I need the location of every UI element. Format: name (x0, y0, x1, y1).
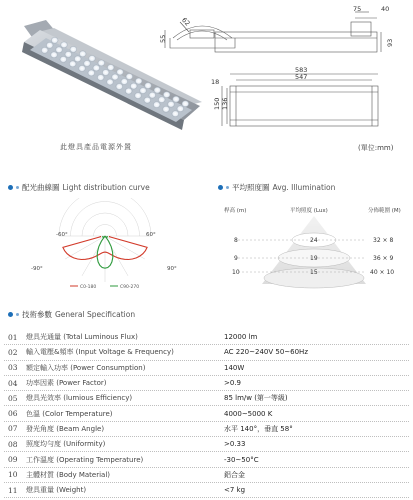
led-lens (126, 73, 133, 79)
light-curve-title-en: Light distribution curve (62, 183, 150, 192)
col-height-label: 桿高 (m) (224, 208, 247, 214)
led-lens (51, 37, 58, 43)
spec-row-label: 輸入電壓&頻率 (Input Voltage & Frequency) (26, 348, 174, 357)
height-row-2: 9 (234, 255, 238, 262)
bullet-icon (16, 186, 19, 189)
spec-row-value: 12000 lm (224, 333, 258, 342)
led-lens (98, 60, 105, 66)
bullet-icon (8, 312, 13, 317)
spec-row-number: 07 (8, 424, 18, 434)
spec-row-value: >0.33 (224, 440, 246, 449)
led-lens (69, 61, 76, 67)
led-lens (46, 42, 53, 48)
lux-row-2: 19 (310, 255, 318, 262)
led-lens (106, 79, 113, 85)
led-lens (144, 97, 151, 103)
col-lux-label: 平均照度 (Lux) (290, 208, 328, 214)
led-lens (65, 51, 72, 57)
led-lens (116, 69, 123, 75)
lux-row-3: 15 (310, 269, 318, 276)
spec-row-value: AC 220~240V 50~60Hz (224, 348, 308, 357)
led-lens (116, 83, 123, 89)
dim-150-label: 150 (213, 97, 221, 110)
spec-row-label: 照度均勻度 (Uniformity) (26, 440, 106, 449)
polar-ring (59, 198, 151, 236)
unit-note: (單位:mm) (358, 144, 394, 152)
dim-136-label: 136 (221, 97, 229, 110)
spec-row-number: 06 (8, 409, 18, 419)
led-lens (135, 78, 142, 84)
range-row-1: 32 × 8 (373, 237, 394, 244)
spec-row-value: <7 kg (224, 486, 246, 495)
spec-row-value: 4000~5000 K (224, 409, 273, 418)
dim-93-label: 93 (386, 38, 394, 47)
spec-row-number: 08 (8, 439, 18, 449)
light-distribution-chart (30, 198, 180, 293)
spec-row (4, 468, 409, 483)
led-lens (41, 47, 48, 53)
spec-row (4, 422, 409, 437)
spec-row-label: 發光角度 (Beam Angle) (26, 424, 105, 433)
spec-row (4, 345, 409, 360)
illumination-heading (218, 182, 335, 193)
legend-label-b: C90-270 (120, 285, 140, 290)
angle-label-90: 90° (167, 266, 177, 272)
led-lens (139, 87, 146, 93)
photo-caption: 此燈具產品電源外置 (60, 143, 132, 151)
dimension-drawings (155, 4, 410, 139)
illumination-diagram (218, 200, 410, 300)
spec-row-number: 10 (8, 470, 18, 480)
spec-row-number: 03 (8, 363, 18, 373)
spec-row-value: >0.9 (224, 379, 241, 388)
spec-row-value: 140W (224, 363, 245, 372)
spec-row-value: 鋁合金 (224, 470, 245, 479)
illumination-title-en: Avg. Illumination (272, 183, 336, 192)
height-row-3: 10 (232, 269, 240, 276)
spec-row (4, 330, 409, 345)
dim-18-label: 18 (211, 78, 220, 86)
spec-row-value: 85 lm/w (第一等級) (224, 394, 288, 403)
spec-row (4, 376, 409, 391)
spec-row-label: 主體材質 (Body Material) (26, 470, 111, 479)
range-row-2: 36 × 9 (373, 255, 394, 262)
angle-label-60: 60° (146, 232, 156, 238)
spec-row (4, 406, 409, 421)
height-row-1: 8 (234, 237, 238, 244)
spec-title-en: General Specification (55, 310, 136, 319)
spec-row (4, 437, 409, 452)
spec-row-label: 額定輸入功率 (Power Consumption) (26, 363, 146, 372)
light-curve-title-cn: 配光曲線圖 (22, 183, 60, 192)
spec-row-number: 09 (8, 455, 18, 465)
polar-ring (94, 225, 117, 237)
led-lens (111, 74, 118, 80)
spec-title-cn: 技術參數 (22, 310, 52, 319)
polar-ring (71, 202, 140, 236)
led-lens (107, 64, 114, 70)
spec-row (4, 361, 409, 376)
spec-row-label: 燈具光通量 (Total Luminous Flux) (26, 333, 138, 342)
bullet-icon (226, 186, 229, 189)
angle-label-neg90: -90° (31, 266, 43, 272)
led-lens (79, 51, 86, 57)
led-lens (102, 69, 109, 75)
led-lens (88, 70, 95, 76)
led-lens (130, 83, 137, 89)
spec-row-label: 色溫 (Color Temperature) (26, 409, 113, 418)
led-lens (134, 92, 141, 98)
range-row-3: 40 × 10 (370, 269, 395, 276)
spec-row-number: 02 (8, 347, 18, 357)
bullet-icon (16, 313, 19, 316)
led-lens (74, 56, 81, 62)
dim-547-label: 547 (295, 73, 308, 81)
led-lens (83, 60, 90, 66)
led-lens (93, 65, 100, 71)
led-lens (70, 46, 77, 52)
spec-table (4, 330, 409, 498)
spec-row-value: -30~50°C (224, 455, 259, 464)
led-lens (60, 56, 67, 62)
spec-row (4, 452, 409, 467)
dim-40-label: 40 (381, 5, 390, 13)
light-curve-heading (8, 182, 150, 193)
spec-row-label: 燈具重量 (Weight) (26, 486, 87, 495)
led-lens (144, 82, 151, 88)
spec-row (4, 391, 409, 406)
led-lens (60, 42, 67, 48)
spec-row-label: 燈具光效率 (lumious Efficiency) (26, 394, 133, 403)
spec-row-label: 工作溫度 (Operating Temperature) (26, 455, 144, 464)
spec-heading (8, 309, 135, 320)
illumination-title-cn: 平均照度圖 (232, 183, 270, 192)
legend-label-a: C0-180 (80, 285, 97, 290)
spec-row-number: 05 (8, 393, 18, 403)
spec-row-value: 水平 140°，垂直 58° (224, 424, 293, 433)
spec-row-number: 04 (8, 378, 18, 388)
lux-row-1: 24 (310, 237, 318, 244)
bullet-icon (218, 185, 223, 190)
led-lens (97, 74, 104, 80)
spec-row-number: 11 (8, 485, 18, 495)
bullet-icon (8, 185, 13, 190)
dim-55-label: 55 (159, 34, 167, 43)
led-lens (55, 47, 62, 53)
led-lens (78, 65, 85, 71)
led-lens (125, 88, 132, 94)
dim-583-label: 583 (295, 66, 308, 74)
spec-row (4, 483, 409, 498)
dim-75-label: 75 (353, 5, 362, 13)
led-lens (50, 52, 57, 58)
col-range-label: 分佈範圍 (M) (368, 208, 401, 214)
led-lens (88, 55, 95, 61)
spec-row-number: 01 (8, 332, 18, 342)
led-lens (121, 78, 128, 84)
angle-label-neg60: -60° (56, 232, 68, 238)
spec-row-label: 功率因素 (Power Factor) (26, 379, 107, 388)
dim-62-label: 62 (180, 16, 192, 28)
